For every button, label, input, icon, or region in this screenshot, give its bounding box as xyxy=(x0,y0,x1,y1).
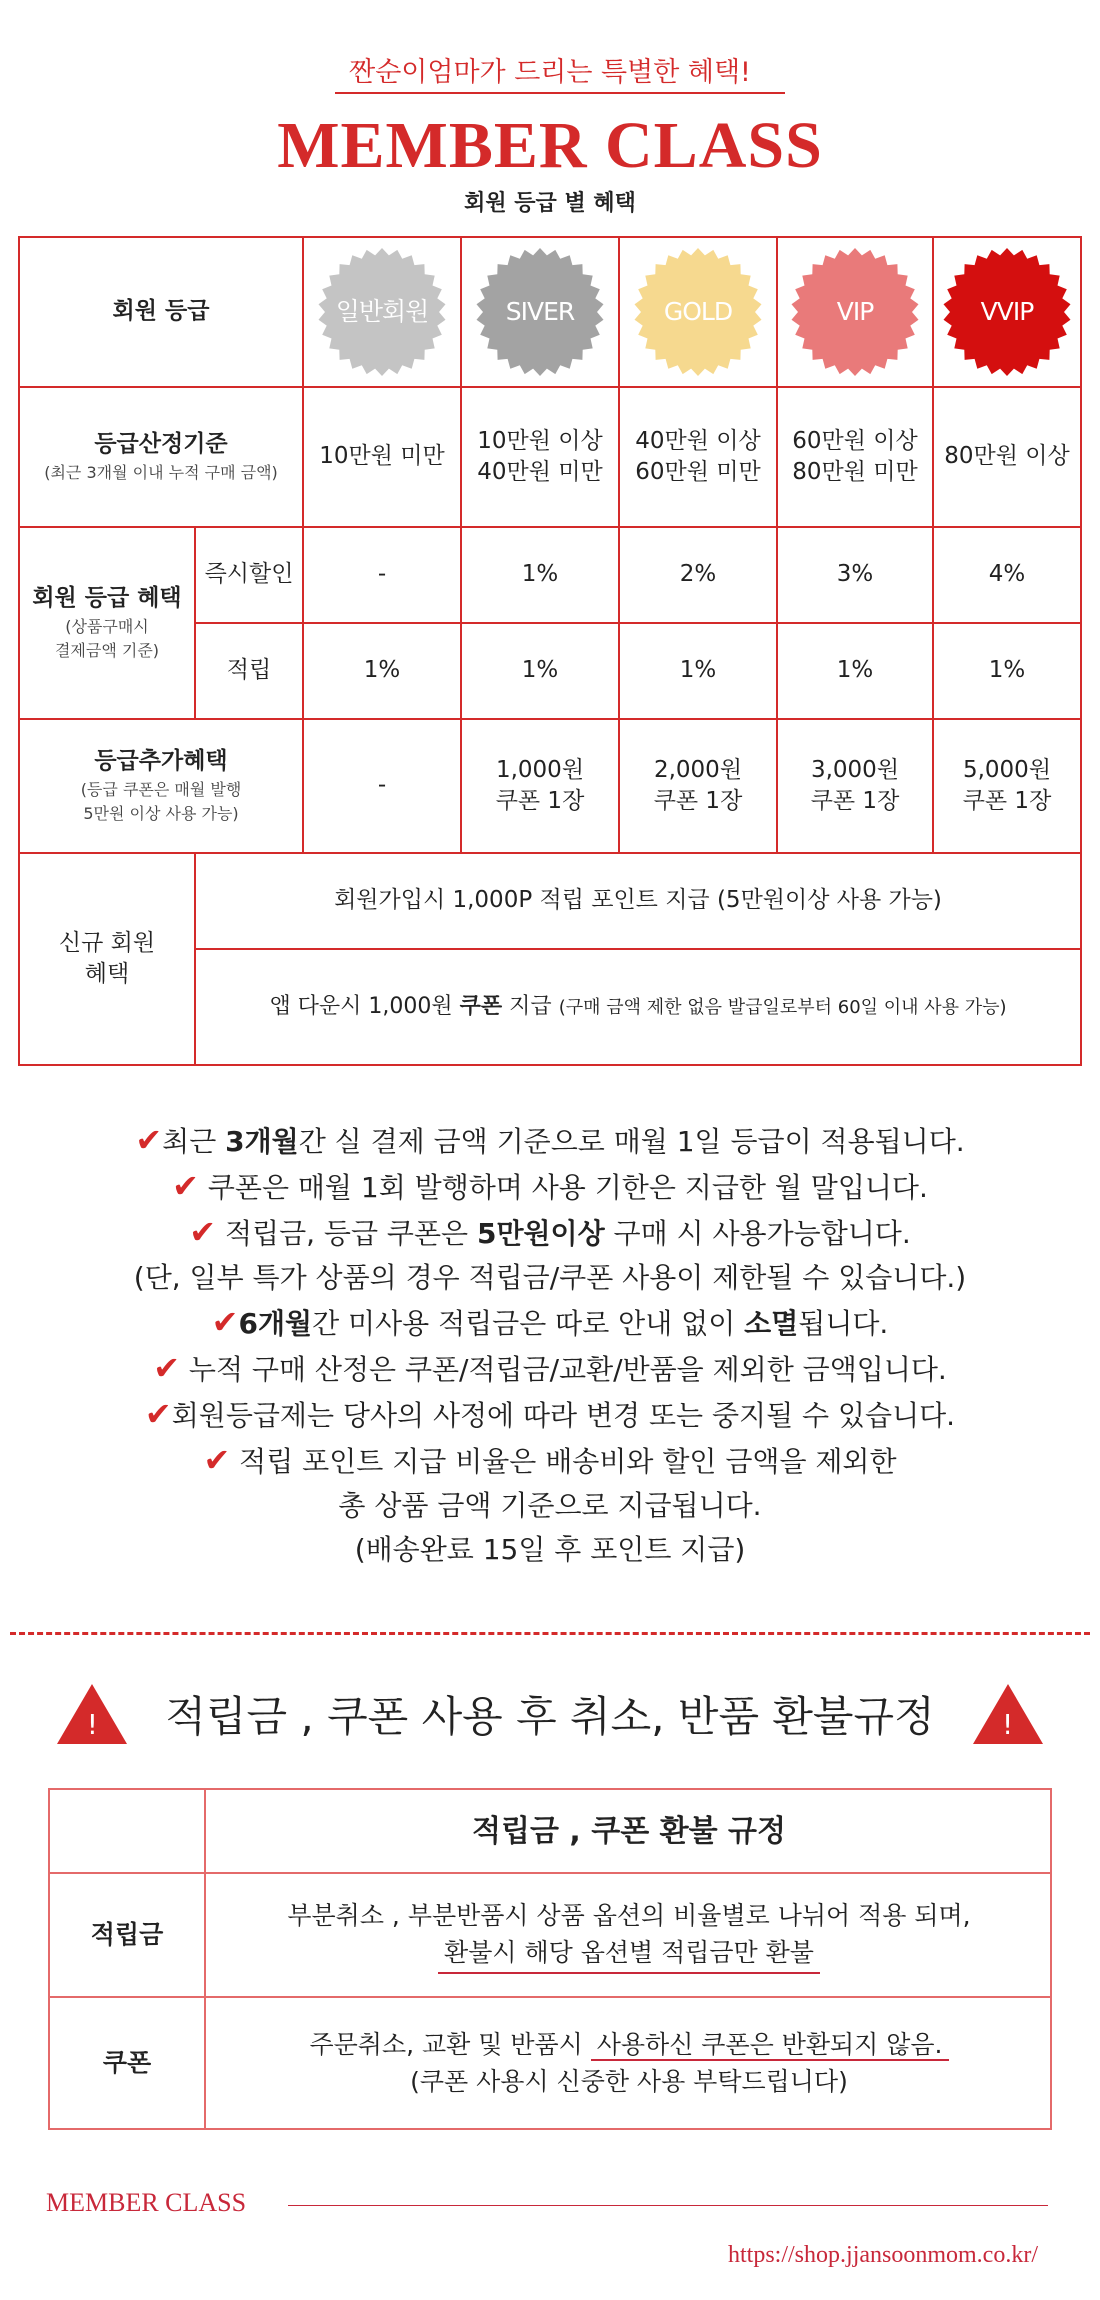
new-member-signup xyxy=(196,854,1080,950)
refund-title: 적립금 , 쿠폰 사용 후 취소, 반품 환불규정 xyxy=(165,1692,935,1741)
refund-table xyxy=(48,1788,1052,2130)
refund-heading xyxy=(0,1682,1100,1746)
criteria-label: 등급산정기준 xyxy=(94,431,228,458)
criteria-note: (최근 3개월 이내 누적 구매 금액) xyxy=(44,462,278,482)
note-7: ✔회원등급제는 당사의 사정에 따라 변경 또는 중지될 수 있습니다. xyxy=(144,1395,956,1433)
note-10: (배송완료 15일 후 포인트 지급) xyxy=(354,1533,746,1566)
refund-header-blank xyxy=(50,1790,206,1874)
app-benefit-c: 지급 xyxy=(502,994,559,1020)
discount-value: - xyxy=(377,561,387,588)
warning-icon: ! xyxy=(55,1682,129,1746)
discount-gold xyxy=(620,528,778,624)
footer-url[interactable]: https://shop.jjansoonmom.co.kr/ xyxy=(728,2242,1038,2268)
extra-value: 쿠폰 1장 xyxy=(653,788,743,814)
extra-value: 5,000원 xyxy=(962,756,1052,783)
extra-vip xyxy=(778,720,934,854)
badge-label: VIP xyxy=(836,297,874,327)
app-benefit-condition: (구매 금액 제한 없음 발급일로부터 60일 이내 사용 가능) xyxy=(558,997,1007,1019)
points-value: 1% xyxy=(836,657,874,684)
benefit-note: 결제금액 기준) xyxy=(54,640,160,660)
grade-cell-vip xyxy=(778,238,934,388)
discount-value: 1% xyxy=(521,561,559,588)
note-6: ✔ 누적 구매 산정은 쿠폰/적립금/교환/반품을 제외한 금액입니다. xyxy=(153,1349,947,1387)
new-member-label: 신규 회원 xyxy=(58,929,156,956)
extra-value: 쿠폰 1장 xyxy=(962,788,1052,814)
page-title: MEMBER CLASS xyxy=(277,109,823,182)
refund-coupon-line2: (쿠폰 사용시 신중한 사용 부탁드립니다) xyxy=(410,2067,848,2096)
note-9: 총 상품 금액 기준으로 지급됩니다. xyxy=(338,1489,762,1522)
grade-cell-gold xyxy=(620,238,778,388)
refund-points-rule xyxy=(206,1874,1052,1998)
points-value: 1% xyxy=(363,657,401,684)
criteria-label-cell xyxy=(20,388,304,528)
criteria-vip xyxy=(778,388,934,528)
refund-header-text: 적립금 , 쿠폰 환불 규정 xyxy=(472,1813,786,1849)
refund-coupon-label-text: 쿠폰 xyxy=(102,2048,152,2078)
badge-label: VVIP xyxy=(980,297,1034,327)
extra-value: 쿠폰 1장 xyxy=(810,788,900,814)
extra-silver xyxy=(462,720,620,854)
extra-vvip xyxy=(934,720,1080,854)
extra-note: 5만원 이상 사용 가능) xyxy=(83,803,239,823)
refund-coupon-label xyxy=(50,1998,206,2128)
criteria-value: 40만원 미만 xyxy=(477,459,603,485)
refund-points-label xyxy=(50,1874,206,1998)
extra-value: 1,000원 xyxy=(495,756,585,783)
note-1: ✔최근 3개월간 실 결제 금액 기준으로 매월 1일 등급이 적용됩니다. xyxy=(135,1121,965,1159)
criteria-value: 10만원 이상 xyxy=(477,427,603,454)
extra-value: 2,000원 xyxy=(653,756,743,783)
criteria-silver xyxy=(462,388,620,528)
page-subtitle: 회원 등급 별 혜택 xyxy=(464,191,636,216)
discount-regular xyxy=(304,528,462,624)
note-3: ✔ 적립금, 등급 쿠폰은 5만원이상 구매 시 사용가능합니다. xyxy=(189,1213,911,1251)
grade-cell-regular xyxy=(304,238,462,388)
note-4: (단, 일부 특가 상품의 경우 적립금/쿠폰 사용이 제한될 수 있습니다.) xyxy=(133,1261,967,1294)
benefit-label: 회원 등급 혜택 xyxy=(32,585,182,612)
check-icon: ✔ xyxy=(172,1167,199,1205)
refund-points-line2: 환불시 해당 옵션별 적립금만 환불 xyxy=(438,1934,820,1974)
app-benefit-text xyxy=(269,992,1006,1022)
discount-silver xyxy=(462,528,620,624)
check-icon: ✔ xyxy=(153,1349,180,1387)
footer-line xyxy=(288,2205,1048,2206)
criteria-value: 60만원 이상 xyxy=(792,427,918,454)
points-label: 적립 xyxy=(226,657,272,684)
badge-label: SIVER xyxy=(505,297,575,327)
signup-benefit-text: 회원가입시 1,000P 적립 포인트 지급 (5만원이상 사용 가능) xyxy=(334,887,942,914)
note-8: ✔ 적립 포인트 지급 비율은 배송비와 할인 금액을 제외한 xyxy=(203,1441,897,1479)
criteria-value: 10만원 미만 xyxy=(319,443,445,470)
app-benefit-coupon: 쿠폰 xyxy=(459,994,503,1020)
check-icon: ✔ xyxy=(189,1213,217,1251)
criteria-value: 60만원 미만 xyxy=(635,459,761,485)
badge-vvip xyxy=(942,247,1072,377)
note-2: ✔ 쿠폰은 매월 1회 발행하며 사용 기한은 지급한 월 말입니다. xyxy=(172,1167,928,1205)
extra-label-cell xyxy=(20,720,304,854)
criteria-value: 40만원 이상 xyxy=(635,427,761,454)
badge-silver xyxy=(475,247,605,377)
extra-value: 쿠폰 1장 xyxy=(495,788,585,814)
discount-label-cell xyxy=(196,528,304,624)
discount-value: 2% xyxy=(679,561,717,588)
grade-table xyxy=(18,236,1082,1066)
new-member-label: 혜택 xyxy=(84,961,130,987)
criteria-vvip xyxy=(934,388,1080,528)
points-regular xyxy=(304,624,462,720)
criteria-value: 80만원 이상 xyxy=(944,443,1070,470)
criteria-gold xyxy=(620,388,778,528)
points-value: 1% xyxy=(679,657,717,684)
warning-icon: ! xyxy=(971,1682,1045,1746)
section-divider xyxy=(10,1632,1090,1635)
refund-points-label-text: 적립금 xyxy=(90,1920,164,1950)
discount-value: 4% xyxy=(988,561,1026,588)
discount-vip xyxy=(778,528,934,624)
badge-label: GOLD xyxy=(663,297,733,327)
check-icon: ✔ xyxy=(203,1441,231,1479)
refund-header xyxy=(206,1790,1052,1874)
badge-gold xyxy=(633,247,763,377)
discount-vvip xyxy=(934,528,1080,624)
points-silver xyxy=(462,624,620,720)
grade-cell-silver xyxy=(462,238,620,388)
points-gold xyxy=(620,624,778,720)
extra-gold xyxy=(620,720,778,854)
refund-coupon-line1: 주문취소, 교환 및 반품시 사용하신 쿠폰은 반환되지 않음. xyxy=(310,2026,949,2064)
points-label-cell xyxy=(196,624,304,720)
app-benefit-a: 앱 다운시 1,000원 xyxy=(269,994,460,1020)
check-icon: ✔ xyxy=(211,1303,239,1341)
badge-regular xyxy=(317,247,447,377)
badge-label: 일반회원 xyxy=(335,297,429,327)
criteria-regular xyxy=(304,388,462,528)
notes xyxy=(0,1118,1100,1572)
extra-value: - xyxy=(377,772,387,799)
tagline-underline xyxy=(335,92,785,94)
discount-value: 3% xyxy=(836,561,874,588)
criteria-value: 80만원 미만 xyxy=(792,459,918,485)
new-member-label-cell xyxy=(20,854,196,1064)
badge-vip xyxy=(790,247,920,377)
points-value: 1% xyxy=(988,657,1026,684)
points-value: 1% xyxy=(521,657,559,684)
note-5: ✔6개월간 미사용 적립금은 따로 안내 없이 소멸됩니다. xyxy=(211,1303,889,1341)
refund-coupon-rule xyxy=(206,1998,1052,2128)
extra-regular xyxy=(304,720,462,854)
footer-label: MEMBER CLASS xyxy=(46,2188,247,2217)
grade-cell-vvip xyxy=(934,238,1080,388)
extra-value: 3,000원 xyxy=(810,756,900,783)
check-icon: ✔ xyxy=(144,1395,172,1433)
points-vvip xyxy=(934,624,1080,720)
refund-points-line1: 부분취소 , 부분반품시 상품 옵션의 비율별로 나뉘어 적용 되며, xyxy=(287,1900,971,1930)
grade-row-label xyxy=(20,238,304,388)
new-member-app xyxy=(196,950,1080,1064)
tagline: 짠순이엄마가 드리는 특별한 혜택! xyxy=(349,57,751,88)
grade-row-label-text: 회원 등급 xyxy=(112,298,210,325)
points-vip xyxy=(778,624,934,720)
benefit-label-cell xyxy=(20,528,196,720)
extra-label: 등급추가혜택 xyxy=(94,748,228,775)
check-icon: ✔ xyxy=(135,1121,163,1159)
discount-label: 즉시할인 xyxy=(204,561,294,588)
benefit-note: (상품구매시 xyxy=(65,616,149,636)
extra-note: (등급 쿠폰은 매월 발행 xyxy=(80,779,242,799)
